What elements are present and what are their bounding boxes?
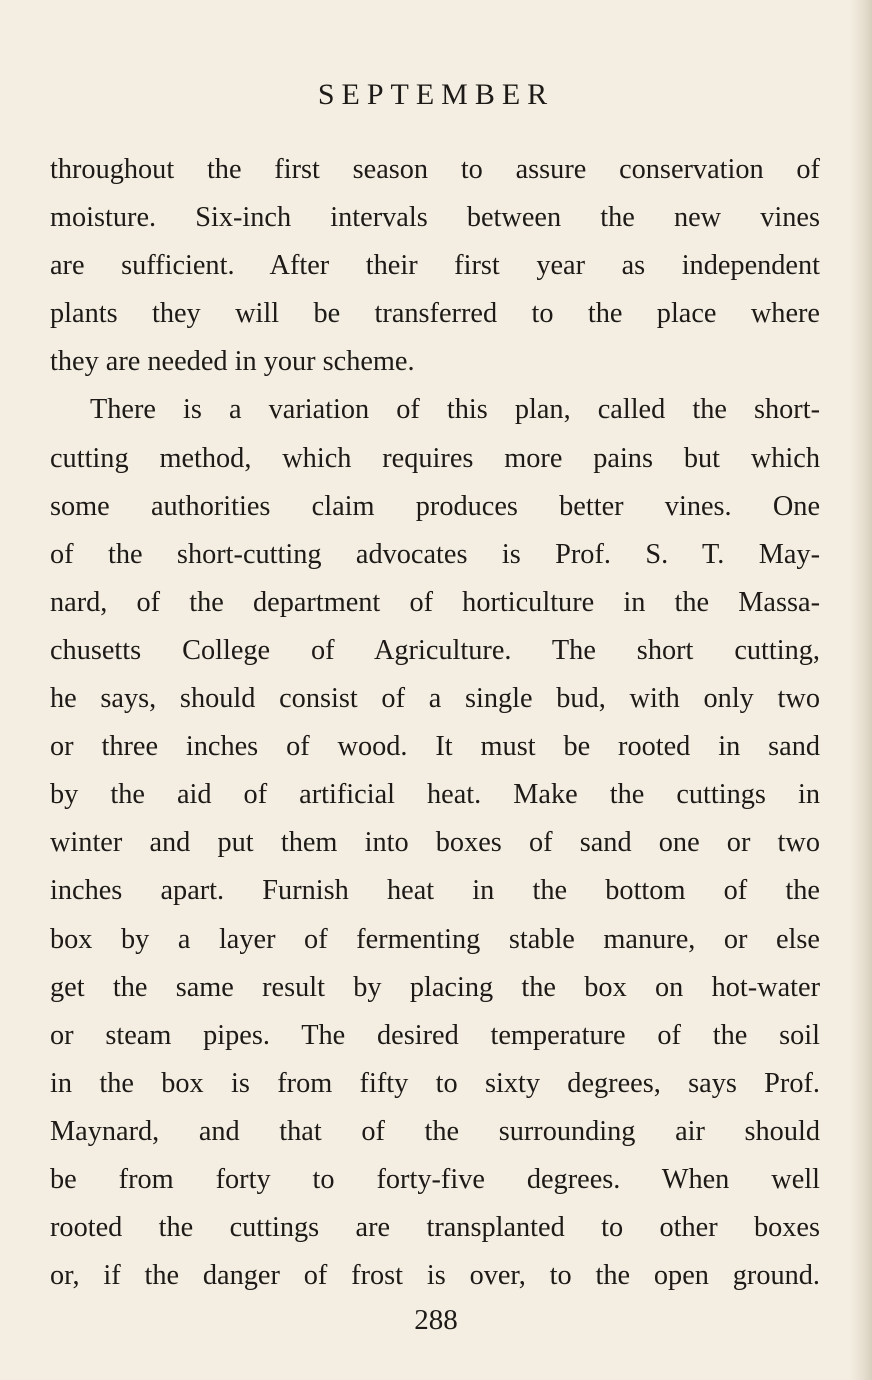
text-line: or steam pipes. The desired temperature of the soil <box>50 1019 820 1051</box>
text-line: cutting method, which requires more pains but which <box>50 442 820 474</box>
text-line: There is a variation of this plan, called the short- <box>90 394 820 426</box>
text-line: get the same result by placing the box on hot-water <box>50 971 820 1003</box>
text-line: some authorities claim produces better vines. One <box>50 490 820 522</box>
text-line: inches apart. Furnish heat in the bottom of the <box>50 875 820 907</box>
text-line: or three inches of wood. It must be rooted in sand <box>50 731 820 763</box>
page-number: 288 <box>414 1304 458 1336</box>
text-line: box by a layer of fermenting stable manure, or else <box>50 923 820 955</box>
text-line: rooted the cuttings are transplanted to other boxes <box>50 1212 820 1244</box>
text-line: he says, should consist of a single bud, with only two <box>50 683 820 715</box>
text-line: chusetts College of Agriculture. The short cutting, <box>50 634 820 666</box>
body-text <box>50 146 820 1300</box>
text-line: moisture. Six-inch intervals between the new vines <box>50 202 820 234</box>
text-line: or, if the danger of frost is over, to the open ground. <box>50 1260 820 1292</box>
text-line: throughout the first season to assure conservation of <box>50 154 820 185</box>
text-line: they are needed in your scheme. <box>50 346 415 378</box>
text-line: winter and put them into boxes of sand one or two <box>50 827 820 859</box>
running-head: SEPTEMBER <box>317 78 555 111</box>
text-line: plants they will be transferred to the place where <box>50 298 820 330</box>
text-line: by the aid of artificial heat. Make the cuttings in <box>50 779 820 811</box>
text-line: in the box is from fifty to sixty degrees, says Prof. <box>50 1067 820 1099</box>
text-line: are sufficient. After their first year as independent <box>50 250 820 282</box>
page-edge-shadow <box>850 0 872 1380</box>
text-line: Maynard, and that of the surrounding air should <box>50 1115 820 1147</box>
text-line: of the short-cutting advocates is Prof. S. T. May- <box>50 538 820 570</box>
text-line: nard, of the department of horticulture in the Massa- <box>50 586 820 618</box>
text-line: be from forty to forty-five degrees. When well <box>50 1163 820 1195</box>
